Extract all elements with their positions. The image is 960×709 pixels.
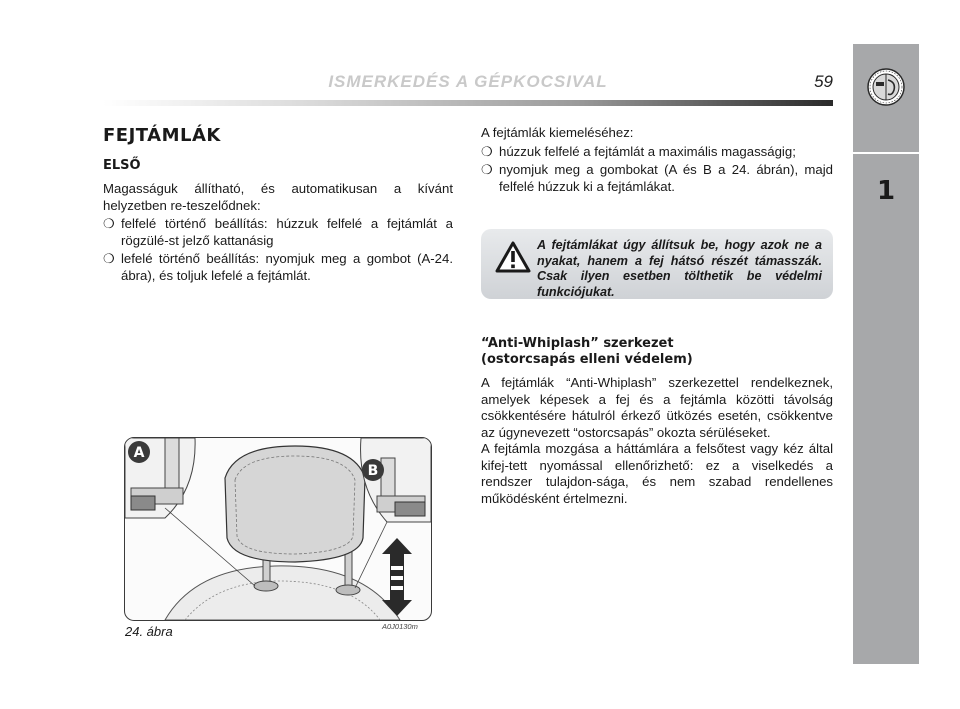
- warning-box: [481, 229, 833, 299]
- list-item: [481, 144, 833, 161]
- figure-label-b: B: [367, 463, 379, 479]
- bullet-circle-icon: ❍: [481, 143, 493, 159]
- headrest-illustration: [125, 438, 431, 620]
- figure-label-a: A: [133, 445, 145, 461]
- anti-whiplash-heading-line2: (ostorcsapás elleni védelem): [481, 352, 693, 367]
- chapter-sidebar: [853, 44, 919, 664]
- header-rule: [103, 100, 833, 106]
- headrest-figure: [124, 437, 432, 621]
- list-item: [481, 162, 833, 195]
- list-item-text: nyomjuk meg a gombokat (A és B a 24. ábrán), majd felfelé húzzuk ki a fejtámlákat.: [499, 162, 833, 194]
- subsection-title: ELSŐ: [103, 158, 141, 173]
- sidebar-divider: [853, 152, 919, 154]
- section-title: FEJTÁMLÁK: [103, 125, 221, 146]
- anti-whiplash-heading-line1: “Anti-Whiplash” szerkezet: [481, 336, 674, 351]
- bullet-circle-icon: ❍: [481, 162, 493, 177]
- intro-text: Magasságuk állítható, és automatikusan a kívánt helyzetben re-teszelődnek:: [103, 181, 453, 213]
- chapter-number: 1: [876, 176, 896, 206]
- list-item: [103, 216, 453, 249]
- anti-whiplash-paragraph-1: A fejtámlák “Anti-Whiplash” szerkezettel rendelkeznek, amelyek képesek a fej és a fejtámla közötti távolság csökkentésére hátulról érkező ütközés esetén, csökkentve az úgynevezett “ostorcsapás” okozta sérüléseket.: [481, 375, 833, 440]
- warning-text: A fejtámlákat úgy állítsuk be, hogy azok ne a nyakat, hanem a fej hátsó részét támasszák. Csak ilyen esetben tölthetik be védelmi funkciójukat.: [537, 238, 822, 299]
- anti-whiplash-paragraph-2: A fejtámla mozgása a háttámlára a felsőtest vagy kéz által kifej-tett nyomással ellenőrizhető: ez a viselkedés a rendszer tulajdon-sága, és nem szabad rendellenes működésként értelmezni.: [481, 441, 833, 506]
- page-header: [103, 70, 833, 96]
- removal-intro: A fejtámlák kiemeléséhez:: [481, 125, 634, 140]
- page-number: 59: [814, 72, 833, 91]
- anti-whiplash-body: [481, 375, 833, 507]
- bullet-circle-icon: ❍: [103, 216, 115, 231]
- bullet-circle-icon: ❍: [103, 251, 115, 266]
- list-item: [103, 251, 453, 284]
- list-item-text: lefelé történő beállítás: nyomjuk meg a gombot (A-24. ábra), és toljuk lefelé a fejtámlát.: [121, 251, 453, 283]
- figure-code: A0J0130m: [382, 622, 418, 631]
- anti-whiplash-heading: [481, 336, 833, 368]
- list-item-text: húzzuk felfelé a fejtámlát a maximális magasságig;: [499, 143, 796, 159]
- list-item-text: felfelé történő beállítás: húzzuk felfelé a fejtámlát a rögzülé-st jelző kattanásig: [121, 216, 453, 248]
- alfa-romeo-logo-icon: [867, 68, 905, 106]
- left-column: [103, 125, 453, 284]
- warning-triangle-icon: [495, 241, 531, 273]
- right-column: [481, 125, 833, 195]
- figure-caption: 24. ábra: [125, 624, 173, 639]
- header-title: ISMERKEDÉS A GÉPKOCSIVAL: [328, 72, 608, 91]
